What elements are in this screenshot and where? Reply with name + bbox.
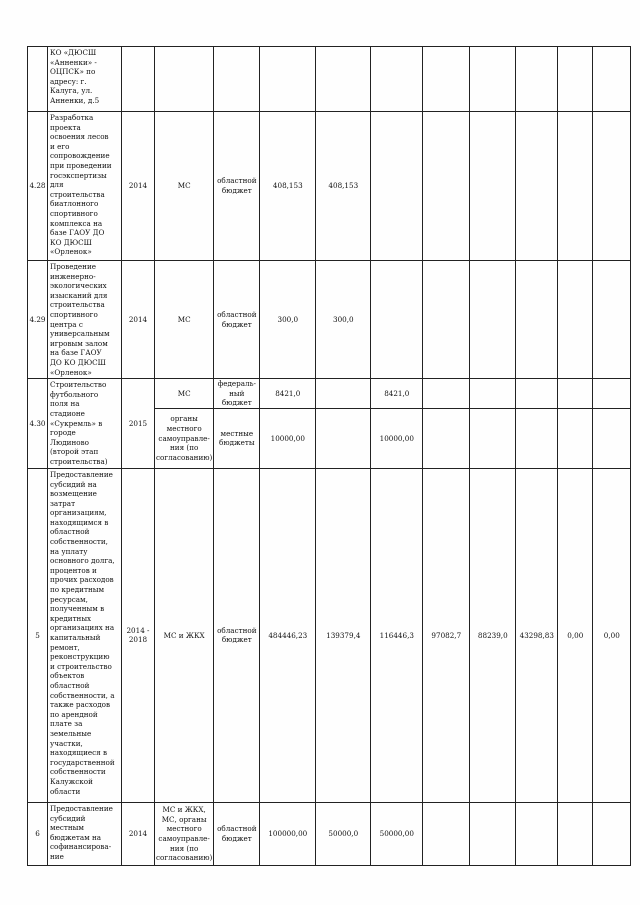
funding-source-cell: областной бюджет bbox=[214, 802, 260, 865]
executor-cell: МС bbox=[155, 261, 214, 379]
executor-cell: МС bbox=[155, 112, 214, 261]
total-cell: 300,0 bbox=[260, 261, 316, 379]
executor-cell: МС bbox=[155, 379, 214, 409]
table-row bbox=[28, 261, 631, 379]
amount-2015-cell: 8421,0 bbox=[371, 379, 423, 409]
funding-source-cell: местные бюджеты bbox=[214, 408, 260, 468]
amount-2014-cell: 139379,4 bbox=[316, 468, 371, 802]
amount-2016-cell: 97082,7 bbox=[423, 468, 470, 802]
amount-2014-cell: 300,0 bbox=[316, 261, 371, 379]
executor-cell: МС и ЖКХ bbox=[155, 468, 214, 802]
table-row bbox=[28, 379, 631, 409]
measure-description: Разработка проекта освоения лесов и его сопровождение при проведении госэкспертизы для строительства биатлонного спортивного комплекса на базе ГАОУ ДО КО ДЮСШ «Орленок» bbox=[48, 112, 122, 261]
year-cell: 2014 bbox=[122, 261, 155, 379]
measure-description: Строительство футбольного поля на стадионе «Сукремль» в городе Людиново (второй этап строительства) bbox=[48, 379, 122, 469]
amount-2015-cell: 116446,3 bbox=[371, 468, 423, 802]
amount-2014-cell: 408,153 bbox=[316, 112, 371, 261]
funding-source-cell: федераль- ный бюджет bbox=[214, 379, 260, 409]
executor-cell: МС и ЖКХ, МС, органы местного самоуправле- ния (по согласованию) bbox=[155, 802, 214, 865]
amount-2015-cell: 50000,00 bbox=[371, 802, 423, 865]
table-row bbox=[28, 112, 631, 261]
row-number: 5 bbox=[28, 468, 48, 802]
total-cell: 408,153 bbox=[260, 112, 316, 261]
amount-2018-cell: 43298,83 bbox=[516, 468, 558, 802]
amount-2015-cell: 10000,00 bbox=[371, 408, 423, 468]
total-cell: 10000,00 bbox=[260, 408, 316, 468]
measure-description: Предоставление субсидий местным бюджетам на софинансирова- ние bbox=[48, 802, 122, 865]
measure-description: Проведение инженерно- экологических изысканий для строительства спортивного центра с универсальным игровым залом на базе ГАОУ ДО КО ДЮСШ «Орленок» bbox=[48, 261, 122, 379]
measure-description: Предоставление субсидий на возмещение затрат организациям, находящимся в областной собственности, на уплату основного долга, процентов и прочих расходов по кредитным ресурсам, полученным в кредитных организациях на капитальный ремонт, реконструкцию и строительство объектов областной собственности, а также расходов по арендной плате за земельные участки, находящиеся в государственной собственности Калужской области bbox=[48, 468, 122, 802]
year-cell: 2014 bbox=[122, 112, 155, 261]
total-cell: 100000,00 bbox=[260, 802, 316, 865]
row-number: 6 bbox=[28, 802, 48, 865]
total-cell: 484446,23 bbox=[260, 468, 316, 802]
year-cell: 2014 - 2018 bbox=[122, 468, 155, 802]
funding-source-cell: областной бюджет bbox=[214, 261, 260, 379]
row-number: 4.28 bbox=[28, 112, 48, 261]
table-row bbox=[28, 468, 631, 802]
year-cell: 2014 bbox=[122, 802, 155, 865]
total-cell: 8421,0 bbox=[260, 379, 316, 409]
table-row bbox=[28, 47, 631, 112]
table-row bbox=[28, 802, 631, 865]
executor-cell: органы местного самоуправле- ния (по согласованию) bbox=[155, 408, 214, 468]
funding-source-cell: областной бюджет bbox=[214, 468, 260, 802]
year-cell: 2015 bbox=[122, 379, 155, 469]
row-number: 4.30 bbox=[28, 379, 48, 469]
row-number bbox=[28, 47, 48, 112]
amount-2017-cell: 88239,0 bbox=[470, 468, 516, 802]
amount-2019-cell: 0,00 bbox=[558, 468, 593, 802]
amount-2020-cell: 0,00 bbox=[593, 468, 631, 802]
measure-description: КО «ДЮСШ «Анненки» - ОЦПСК» по адресу: г. Калуга, ул. Анненки, д.5 bbox=[48, 47, 122, 112]
program-table bbox=[27, 46, 631, 866]
funding-source-cell: областной бюджет bbox=[214, 112, 260, 261]
row-number: 4.29 bbox=[28, 261, 48, 379]
amount-2014-cell: 50000,0 bbox=[316, 802, 371, 865]
